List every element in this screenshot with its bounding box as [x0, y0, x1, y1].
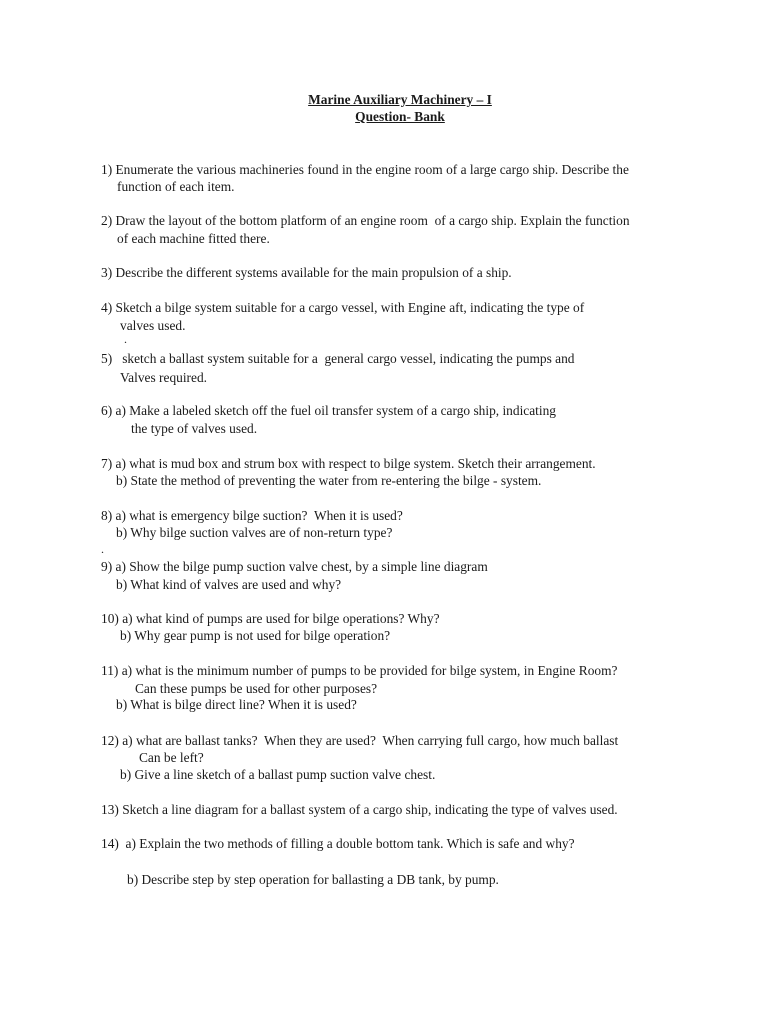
question-line: 4) Sketch a bilge system suitable for a cargo vessel, with Engine aft, indicating the type of	[101, 300, 585, 315]
stray-dot: .	[101, 542, 104, 556]
question-line: 13) Sketch a line diagram for a ballast system of a cargo ship, indicating the type of valves used.	[101, 802, 618, 817]
question-line: 14) a) Explain the two methods of filling a double bottom tank. Which is safe and why?	[101, 836, 575, 851]
stray-dot: .	[124, 332, 127, 346]
question-line: of each machine fitted there.	[117, 231, 270, 246]
question-line: 11) a) what is the minimum number of pumps to be provided for bilge system, in Engine Room?	[101, 663, 618, 678]
question-line: 9) a) Show the bilge pump suction valve chest, by a simple line diagram	[101, 559, 488, 574]
question-line: b) What is bilge direct line? When it is used?	[116, 697, 357, 712]
question-line: b) Give a line sketch of a ballast pump suction valve chest.	[120, 767, 436, 782]
question-line: 12) a) what are ballast tanks? When they are used? When carrying full cargo, how much ballast	[101, 733, 619, 748]
question-line: 8) a) what is emergency bilge suction? When it is used?	[101, 508, 403, 523]
question-line: 6) a) Make a labeled sketch off the fuel oil transfer system of a cargo ship, indicating	[101, 403, 557, 418]
question-line: b) Describe step by step operation for ballasting a DB tank, by pump.	[127, 872, 499, 887]
document-subtitle: Question- Bank	[355, 109, 445, 124]
question-line: b) Why bilge suction valves are of non-return type?	[116, 525, 393, 540]
question-line: 2) Draw the layout of the bottom platform of an engine room of a cargo ship. Explain the function	[101, 213, 630, 228]
question-line: 7) a) what is mud box and strum box with respect to bilge system. Sketch their arrangement.	[101, 456, 596, 471]
question-line: Can be left?	[139, 750, 204, 765]
question-line: Can these pumps be used for other purposes?	[135, 681, 378, 696]
question-line: the type of valves used.	[131, 421, 258, 436]
question-line: 3) Describe the different systems available for the main propulsion of a ship.	[101, 265, 512, 280]
question-line: b) What kind of valves are used and why?	[116, 577, 342, 592]
question-line: valves used.	[120, 318, 186, 333]
question-line: b) State the method of preventing the water from re-entering the bilge - system.	[116, 473, 542, 488]
question-line: Valves required.	[120, 370, 208, 385]
question-line: function of each item.	[117, 179, 235, 194]
question-line: 5) sketch a ballast system suitable for a general cargo vessel, indicating the pumps and	[101, 351, 575, 366]
question-line: 10) a) what kind of pumps are used for bilge operations? Why?	[101, 611, 440, 626]
question-line: 1) Enumerate the various machineries found in the engine room of a large cargo ship. Describe the	[101, 162, 629, 177]
document-title: Marine Auxiliary Machinery – I	[308, 92, 492, 107]
question-line: b) Why gear pump is not used for bilge operation?	[120, 628, 391, 643]
